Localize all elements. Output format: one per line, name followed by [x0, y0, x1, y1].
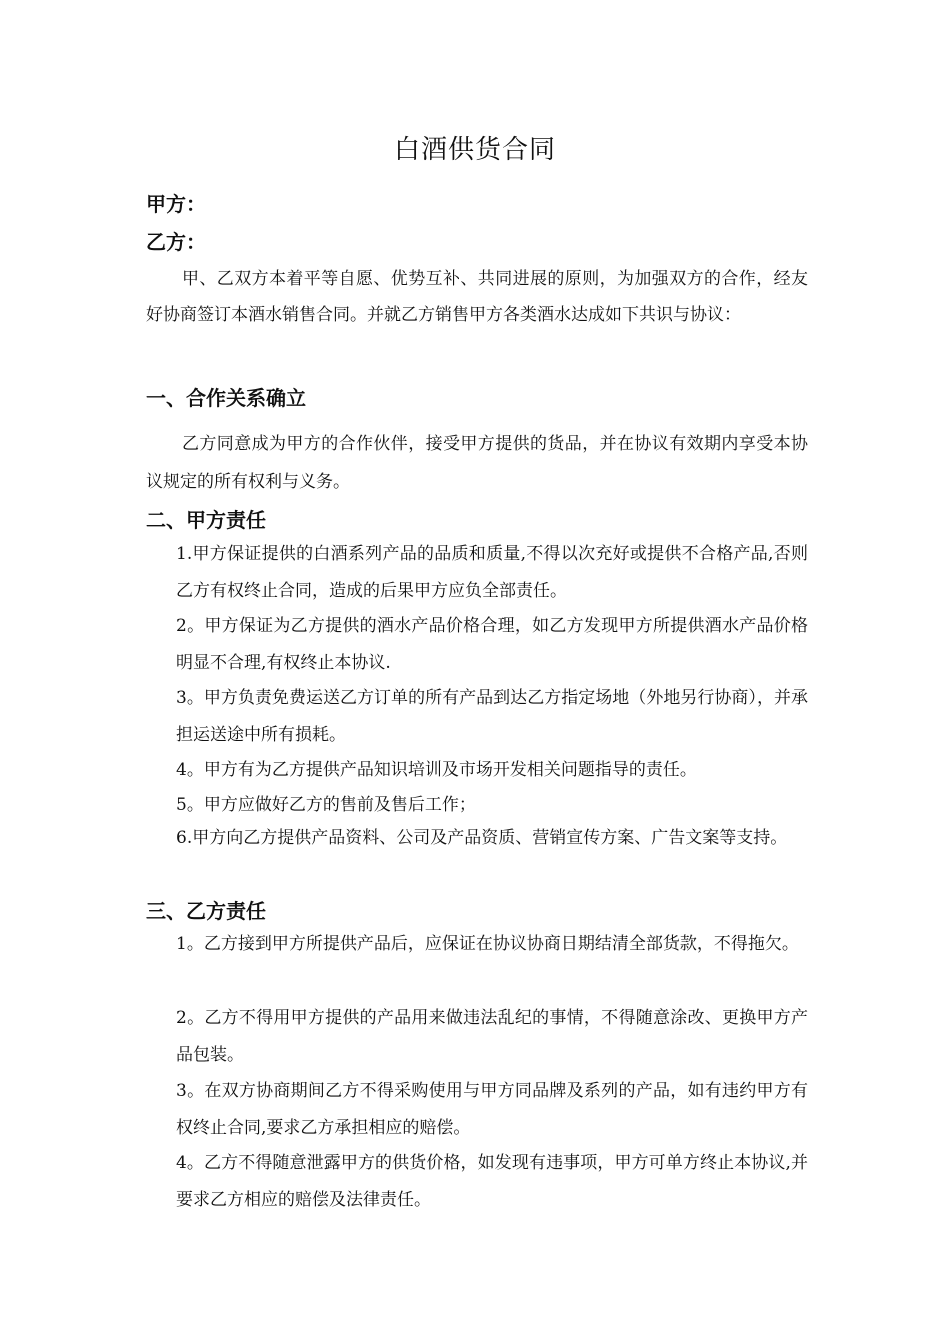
section-text-cooperation: 乙方同意成为甲方的合作伙伴，接受甲方提供的货品，并在协议有效期内享受本协议规定的所有权利与义务。 — [146, 434, 808, 492]
party-a-duty-4: 4。甲方有为乙方提供产品知识培训及市场开发相关问题指导的责任。 — [176, 760, 697, 780]
party-b-duty-1: 1。乙方接到甲方所提供产品后，应保证在协议协商日期结清全部货款，不得拖欠。 — [176, 934, 799, 954]
party-a-duty-6: 6.甲方向乙方提供产品资料、公司及产品资质、营销宣传方案、广告文案等支持。 — [176, 828, 788, 848]
party-b-duty-4: 4。乙方不得随意泄露甲方的供货价格，如发现有违事项，甲方可单方终止本协议,并要求乙方相应的赔偿及法律责任。 — [176, 1153, 808, 1210]
party-b-duty-3: 3。在双方协商期间乙方不得采购使用与甲方同品牌及系列的产品，如有违约甲方有权终止合同,要求乙方承担相应的赔偿。 — [176, 1081, 808, 1138]
intro-paragraph: 甲、乙双方本着平等自愿、优势互补、共同进展的原则，为加强双方的合作，经友好协商签订本酒水销售合同。并就乙方销售甲方各类酒水达成如下共识与协议： — [146, 269, 808, 325]
party-a-duty-5: 5。甲方应做好乙方的售前及售后工作； — [176, 795, 476, 815]
section-heading-cooperation: 一、合作关系确立 — [146, 386, 306, 410]
party-a-duty-1: 1.甲方保证提供的白酒系列产品的品质和质量,不得以次充好或提供不合格产品,否则乙方有权终止合同，造成的后果甲方应负全部责任。 — [176, 544, 808, 601]
section-heading-party-a-duties: 二、甲方责任 — [146, 508, 266, 532]
party-a-label: 甲方： — [146, 192, 206, 216]
document-title: 白酒供货合同 — [393, 135, 556, 165]
party-b-duty-2: 2。乙方不得用甲方提供的产品用来做违法乱纪的事情，不得随意涂改、更换甲方产品包装。 — [176, 1008, 808, 1065]
section-heading-party-b-duties: 三、乙方责任 — [146, 899, 266, 923]
party-b-label: 乙方： — [146, 230, 206, 254]
party-a-duty-2: 2。甲方保证为乙方提供的酒水产品价格合理，如乙方发现甲方所提供酒水产品价格明显不合理,有权终止本协议. — [176, 616, 808, 673]
party-a-duty-3: 3。甲方负责免费运送乙方订单的所有产品到达乙方指定场地（外地另行协商），并承担运送途中所有损耗。 — [176, 688, 808, 745]
